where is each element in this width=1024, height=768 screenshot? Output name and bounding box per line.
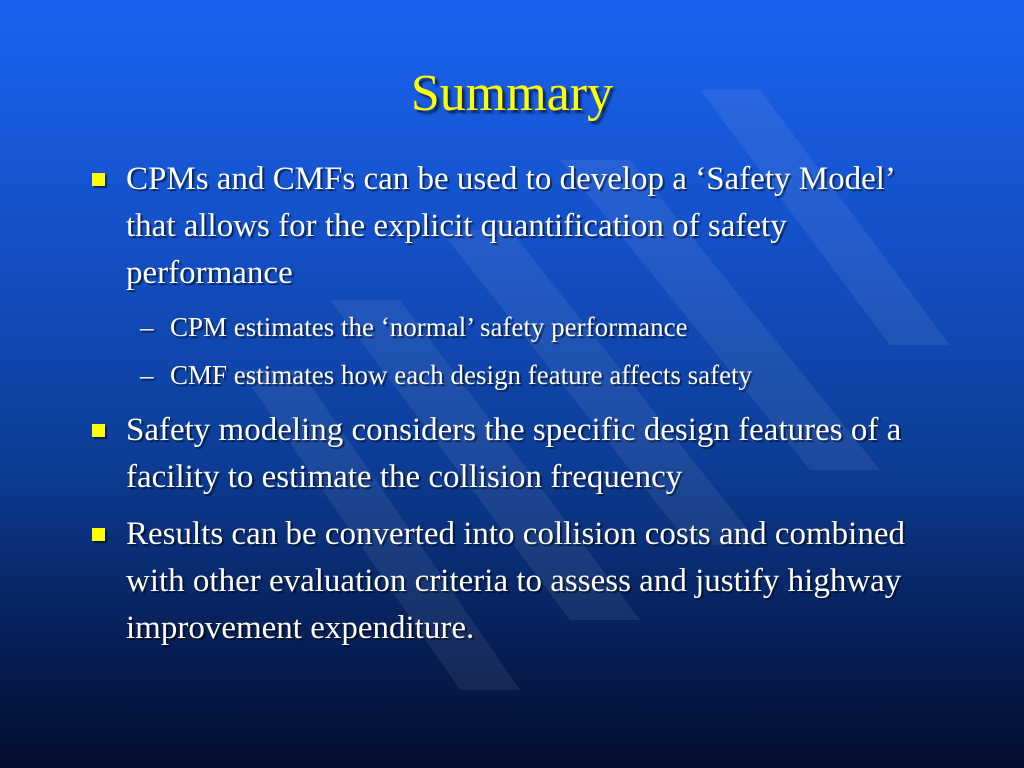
dash-bullet-icon: – bbox=[140, 312, 154, 342]
bullet-text: Safety modeling considers the specific design features of a facility to estimate the collision frequency bbox=[126, 412, 902, 495]
bullet-text: Results can be converted into collision costs and combined with other evaluation criteria to assess and justify highway improvement expenditure. bbox=[126, 516, 905, 646]
bullet-list bbox=[88, 156, 948, 662]
square-bullet-icon bbox=[92, 424, 105, 437]
sub-bullet-item-2 bbox=[126, 353, 948, 397]
sub-bullet-list bbox=[126, 305, 948, 397]
bullet-item-3 bbox=[88, 511, 948, 652]
slide-title: Summary bbox=[410, 65, 614, 122]
sub-bullet-text: CMF estimates how each design feature affects safety bbox=[170, 360, 753, 390]
bullet-item-1 bbox=[88, 156, 948, 397]
sub-bullet-item-1 bbox=[126, 305, 948, 349]
square-bullet-icon bbox=[92, 173, 105, 186]
square-bullet-icon bbox=[92, 528, 105, 541]
sub-bullet-text: CPM estimates the ‘normal’ safety performance bbox=[170, 312, 688, 342]
bullet-item-2 bbox=[88, 407, 948, 501]
dash-bullet-icon: – bbox=[140, 360, 154, 390]
bullet-text: CPMs and CMFs can be used to develop a ‘Safety Model’ that allows for the explicit quantification of safety performance bbox=[126, 161, 894, 291]
